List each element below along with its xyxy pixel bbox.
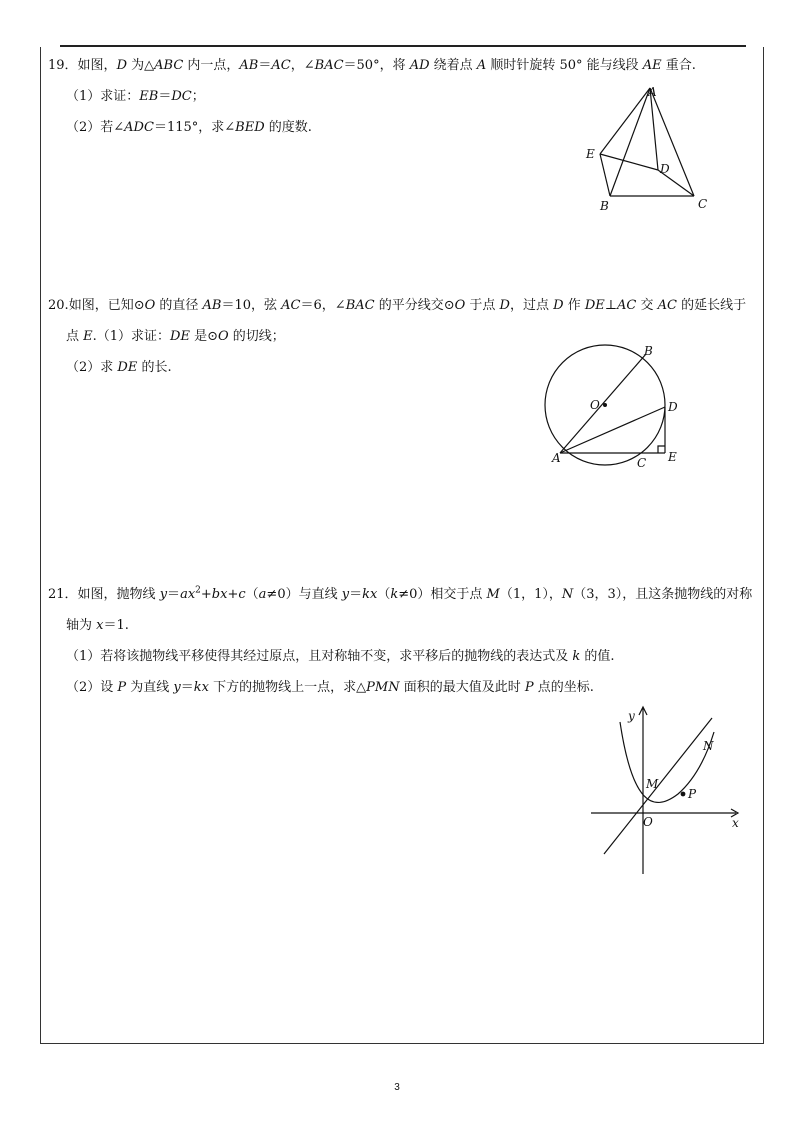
- q21-stem-line2: 轴为 x＝1.: [66, 618, 129, 633]
- q19-part2: （2）若∠ADC＝115°，求∠BED 的度数.: [66, 120, 312, 135]
- q20-label-D: D: [668, 400, 678, 414]
- q20-diameter-AB: [560, 354, 646, 453]
- q20-part2: （2）求 DE 的长.: [66, 360, 172, 375]
- q21-label-y: y: [628, 709, 635, 723]
- q20-stem-line2: 点 E.（1）求证：DE 是⊙O 的切线；: [66, 329, 285, 344]
- q19-segment-ED: [600, 154, 658, 170]
- page-number: 3: [394, 1082, 400, 1093]
- q20-stem: 20.如图，已知⊙O 的直径 AB＝10，弦 AC＝6，∠BAC 的平分线交⊙O 于点 D，过点 D 作 DE⊥AC 交 AC 的延长线于: [48, 298, 747, 313]
- q19-part1: （1）求证：EB＝DC；: [66, 89, 205, 104]
- q21-label-x: x: [732, 816, 739, 830]
- q20-label-A: A: [552, 451, 561, 465]
- q21-point-P: [681, 792, 686, 797]
- q21-label-O: O: [643, 815, 653, 829]
- q20-label-C: C: [637, 456, 647, 470]
- q20-circle-figure: [540, 338, 690, 478]
- q19-segment-AB: [610, 88, 650, 196]
- q19-segment-AE: [600, 88, 650, 154]
- q20-label-O: O: [590, 398, 600, 412]
- q21-part2: （2）设 P 为直线 y＝kx 下方的抛物线上一点，求△PMN 面积的最大值及此时 P 点的坐标.: [66, 680, 594, 695]
- q20-label-E: E: [668, 450, 677, 464]
- q21-label-M: M: [646, 777, 659, 791]
- q21-stem: 21．如图，抛物线 $y=ax^2+bx+c(a\ne 0)$与直线 y＝kx（k≠0）相交于点 M（1，1），N（3，3），且这条抛物线的对称: [48, 585, 753, 602]
- q19-label-E: E: [586, 147, 595, 161]
- q20-right-angle-mark: [658, 446, 665, 453]
- q21-parabola-figure: [586, 702, 756, 882]
- q20-label-B: B: [644, 344, 653, 358]
- q19-stem: 19．如图，D 为△ABC 内一点，AB＝AC，∠BAC＝50°，将 AD 绕着点 A 顺时针旋转 50° 能与线段 AE 重合.: [48, 58, 696, 73]
- q20-center-dot: [603, 403, 607, 407]
- q21-part1: （1）若将该抛物线平移使得其经过原点，且对称轴不变，求平移后的抛物线的表达式及 k 的值.: [66, 649, 615, 664]
- q19-segment-AD: [650, 88, 658, 170]
- q21-label-P: P: [688, 787, 697, 801]
- q19-label-B: B: [600, 199, 609, 213]
- q19-triangle-figure: [580, 80, 720, 218]
- q19-label-C: C: [698, 197, 708, 211]
- q19-label-A: A: [648, 85, 657, 99]
- q19-label-D: D: [660, 162, 670, 176]
- q21-label-N: N: [703, 739, 714, 753]
- q19-segment-EB: [600, 154, 610, 196]
